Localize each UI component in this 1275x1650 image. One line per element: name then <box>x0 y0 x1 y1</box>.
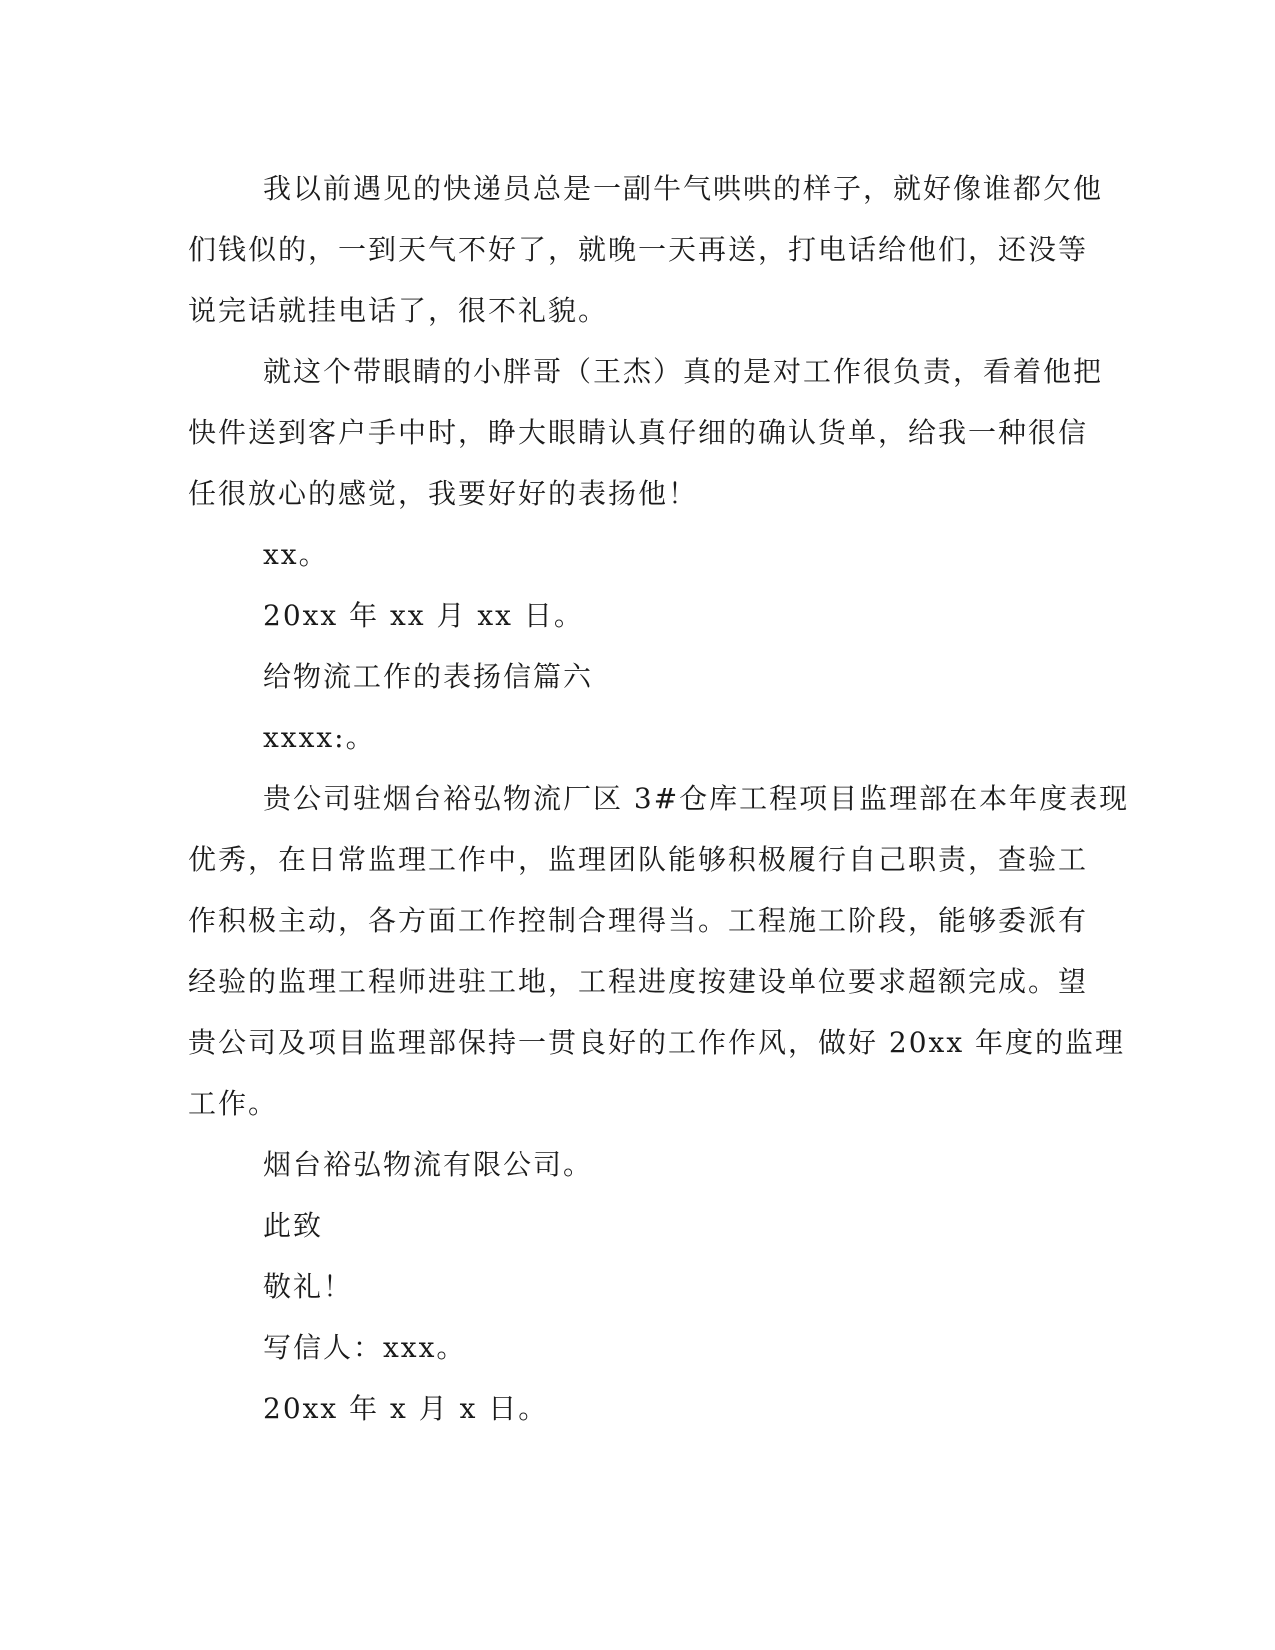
closing-phrase: 此致 <box>263 1209 324 1242</box>
letter-date: 20xx 年 x 月 x 日。 <box>263 1392 549 1425</box>
paragraph-praise <box>188 341 1104 524</box>
text-line: 就这个带眼睛的小胖哥（王杰）真的是对工作很负责，看着他把 <box>263 355 1104 388</box>
text-line: 说完话就挂电话了，很不礼貌。 <box>188 294 609 327</box>
text-line: 作积极主动，各方面工作控制合理得当。工程施工阶段，能够委派有 <box>188 904 1089 937</box>
text-line: 们钱似的，一到天气不好了，就晚一天再送，打电话给他们，还没等 <box>188 233 1089 266</box>
salutation: xxxx:。 <box>263 721 376 754</box>
section-heading: 给物流工作的表扬信篇六 <box>263 660 594 693</box>
signature-date: 20xx 年 xx 月 xx 日。 <box>263 599 584 632</box>
text-line: 经验的监理工程师进驻工地，工程进度按建设单位要求超额完成。望 <box>188 965 1089 998</box>
writer-name: 写信人：xxx。 <box>263 1331 467 1364</box>
text-line: 优秀，在日常监理工作中，监理团队能够积极履行自己职责，查验工 <box>188 843 1089 876</box>
paragraph-commendation <box>188 768 1130 1134</box>
letter-body <box>188 158 1130 1439</box>
text-line: 贵公司驻烟台裕弘物流厂区 3#仓库工程项目监理部在本年度表现 <box>263 782 1130 815</box>
signature-name: xx。 <box>263 538 329 571</box>
text-line: 任很放心的感觉，我要好好的表扬他！ <box>188 477 699 510</box>
company-name: 烟台裕弘物流有限公司。 <box>263 1148 594 1181</box>
text-line: 我以前遇见的快递员总是一副牛气哄哄的样子，就好像谁都欠他 <box>263 172 1104 205</box>
closing-salute: 敬礼！ <box>263 1270 354 1303</box>
text-line: 快件送到客户手中时，睁大眼睛认真仔细的确认货单，给我一种很信 <box>188 416 1089 449</box>
paragraph-complaint <box>188 158 1104 341</box>
text-line: 贵公司及项目监理部保持一贯良好的工作作风，做好 20xx 年度的监理 <box>188 1026 1126 1059</box>
text-line: 工作。 <box>188 1087 279 1120</box>
